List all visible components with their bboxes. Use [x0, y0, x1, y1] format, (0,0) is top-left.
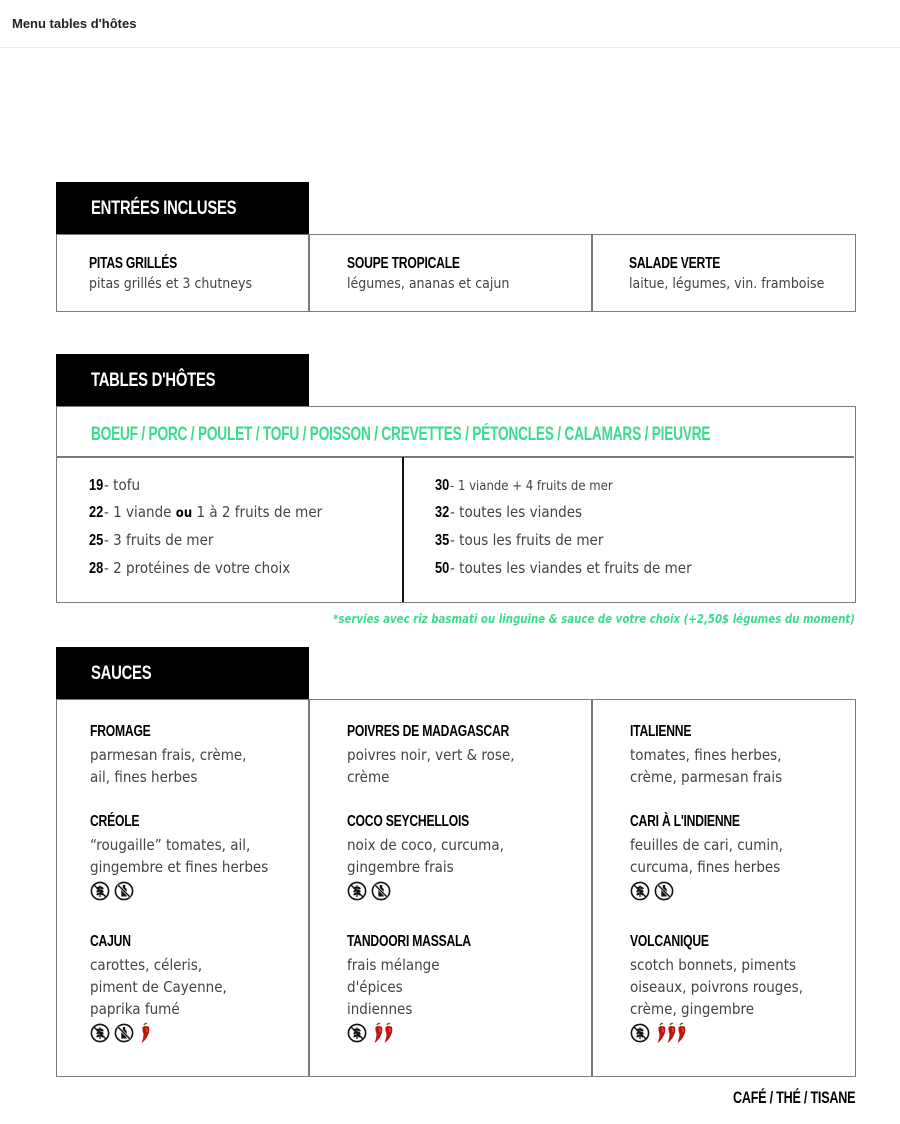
price: 35	[435, 532, 450, 549]
gluten-free-icon	[347, 1023, 367, 1043]
price-row	[89, 531, 225, 550]
sauce-item	[347, 723, 587, 788]
sauce-name: CAJUN	[90, 933, 131, 950]
diet-icons	[347, 1022, 587, 1044]
sauce-name: COCO SEYCHELLOIS	[347, 813, 470, 830]
entrees-heading-tab	[56, 182, 309, 235]
sauces-heading-tab	[56, 647, 309, 700]
dairy-free-icon	[114, 881, 134, 901]
chili-pepper-icon	[383, 1022, 394, 1044]
sauce-name: POIVRES DE MADAGASCAR	[347, 723, 510, 740]
tables-heading-tab	[56, 354, 309, 407]
gluten-free-icon	[630, 881, 650, 901]
price-row	[435, 476, 631, 495]
sauce-item	[630, 813, 870, 902]
gluten-free-icon	[90, 1023, 110, 1043]
gluten-free-icon	[90, 881, 110, 901]
sauces-heading: SAUCES	[91, 662, 152, 684]
diet-icons	[347, 880, 587, 902]
sauce-name: CARI À L'INDIENNE	[630, 813, 740, 830]
diet-icons	[630, 1022, 870, 1044]
sauce-item	[90, 933, 330, 1044]
price-row	[89, 559, 311, 578]
price: 22	[89, 504, 104, 521]
gluten-free-icon	[347, 881, 367, 901]
price-desc: - 1 viande + 4 fruits de mer	[449, 479, 613, 494]
sauce-desc-line: paprika fumé	[90, 1000, 180, 1018]
price-desc: - tofu	[103, 476, 140, 494]
tables-box	[56, 406, 856, 603]
price-row	[435, 503, 597, 522]
sauce-item	[347, 933, 587, 1044]
price-desc: - 2 protéines de votre choix	[103, 559, 290, 577]
sauce-desc-line: gingembre et fines herbes	[90, 858, 269, 876]
sauce-name: TANDOORI MASSALA	[347, 933, 471, 950]
price-desc: - toutes les viandes	[449, 503, 582, 521]
tables-heading: TABLES D'HÔTES	[91, 369, 216, 391]
divider	[591, 235, 593, 311]
entrees-box	[56, 234, 856, 312]
sauce-desc-line: noix de coco, curcuma,	[347, 836, 504, 854]
divider	[591, 700, 593, 1076]
price-row	[435, 531, 620, 550]
chili-pepper-icon	[140, 1022, 151, 1044]
drinks-label: CAFÉ / THÉ / TISANE	[732, 1088, 855, 1107]
sauce-desc-line: tomates, fines herbes,	[630, 746, 782, 764]
entree-name: SALADE VERTE	[629, 255, 721, 272]
sauce-desc-line: gingembre frais	[347, 858, 454, 876]
sauce-desc-line: crème, gingembre	[630, 1000, 755, 1018]
diet-icons	[90, 1022, 330, 1044]
sauce-item	[630, 933, 870, 1044]
dairy-free-icon	[654, 881, 674, 901]
diet-icons	[90, 880, 330, 902]
sauce-item	[347, 813, 587, 902]
sauce-desc-line: ail, fines herbes	[90, 768, 198, 786]
sauce-desc-line: piment de Cayenne,	[90, 978, 227, 996]
spice-level	[656, 1022, 686, 1044]
price-desc: - toutes les viandes et fruits de mer	[449, 559, 692, 577]
dairy-free-icon	[371, 881, 391, 901]
price-row	[89, 476, 144, 495]
sauce-name: VOLCANIQUE	[630, 933, 709, 950]
sauce-desc-line: oiseaux, poivrons rouges,	[630, 978, 803, 996]
sauce-item	[90, 813, 330, 902]
price-row	[89, 503, 346, 522]
sauce-desc-line: poivres noir, vert & rose,	[347, 746, 515, 764]
price-desc: - 3 fruits de mer	[103, 531, 214, 549]
sauce-name: ITALIENNE	[630, 723, 692, 740]
footnote: *servies avec riz basmati ou linguine & sauce de votre choix (+2,50$ légumes du moment)	[333, 612, 855, 626]
sauce-desc-line: curcuma, fines herbes	[630, 858, 781, 876]
entree-desc: laitue, légumes, vin. framboise	[629, 276, 825, 292]
chili-pepper-icon	[676, 1022, 687, 1044]
entree-name: PITAS GRILLÉS	[89, 255, 178, 272]
gluten-free-icon	[630, 1023, 650, 1043]
sauce-desc-line: parmesan frais, crème,	[90, 746, 247, 764]
price-desc: 1 à 2 fruits de mer	[191, 503, 322, 521]
entree-desc: pitas grillés et 3 chutneys	[89, 276, 253, 292]
sauce-desc-line: indiennes	[347, 1000, 413, 1018]
sauce-item	[90, 723, 330, 788]
price: 25	[89, 532, 104, 549]
dairy-free-icon	[114, 1023, 134, 1043]
sauce-name: FROMAGE	[90, 723, 151, 740]
entree-desc: légumes, ananas et cajun	[347, 276, 510, 292]
price-row	[435, 559, 718, 578]
sauce-desc-line: frais mélange	[347, 956, 440, 974]
window-title: Menu tables d'hôtes	[12, 16, 137, 31]
protein-list: BOEUF / PORC / POULET / TOFU / POISSON / CREVETTES / PÉTONCLES / CALAMARS / PIEUVRE	[91, 424, 711, 445]
divider	[308, 235, 310, 311]
price-desc: - tous les fruits de mer	[449, 531, 604, 549]
entree-name: SOUPE TROPICALE	[347, 255, 460, 272]
divider	[402, 457, 404, 602]
sauce-desc-line: carottes, céleris,	[90, 956, 203, 974]
sauce-desc-line: scotch bonnets, piments	[630, 956, 797, 974]
sauce-item	[630, 723, 870, 788]
price: 50	[435, 560, 450, 577]
diet-icons	[630, 880, 870, 902]
sauce-desc-line: d'épices	[347, 978, 403, 996]
sauce-name: CRÉOLE	[90, 813, 140, 830]
price: 30	[435, 477, 450, 494]
price: 19	[89, 477, 104, 494]
sauce-desc-line: “rougaille” tomates, ail,	[90, 836, 251, 854]
sauce-desc-line: crème, parmesan frais	[630, 768, 783, 786]
entrees-heading: ENTRÉES INCLUSES	[91, 197, 237, 219]
price-desc: - 1 viande	[103, 503, 176, 521]
divider	[57, 456, 854, 458]
spice-level	[373, 1022, 393, 1044]
price: 28	[89, 560, 104, 577]
spice-level	[140, 1022, 150, 1044]
sauce-desc-line: crème	[347, 768, 390, 786]
sauce-desc-line: feuilles de cari, cumin,	[630, 836, 783, 854]
title-bar	[0, 0, 900, 48]
price: 32	[435, 504, 450, 521]
or-keyword: ou	[175, 506, 192, 521]
